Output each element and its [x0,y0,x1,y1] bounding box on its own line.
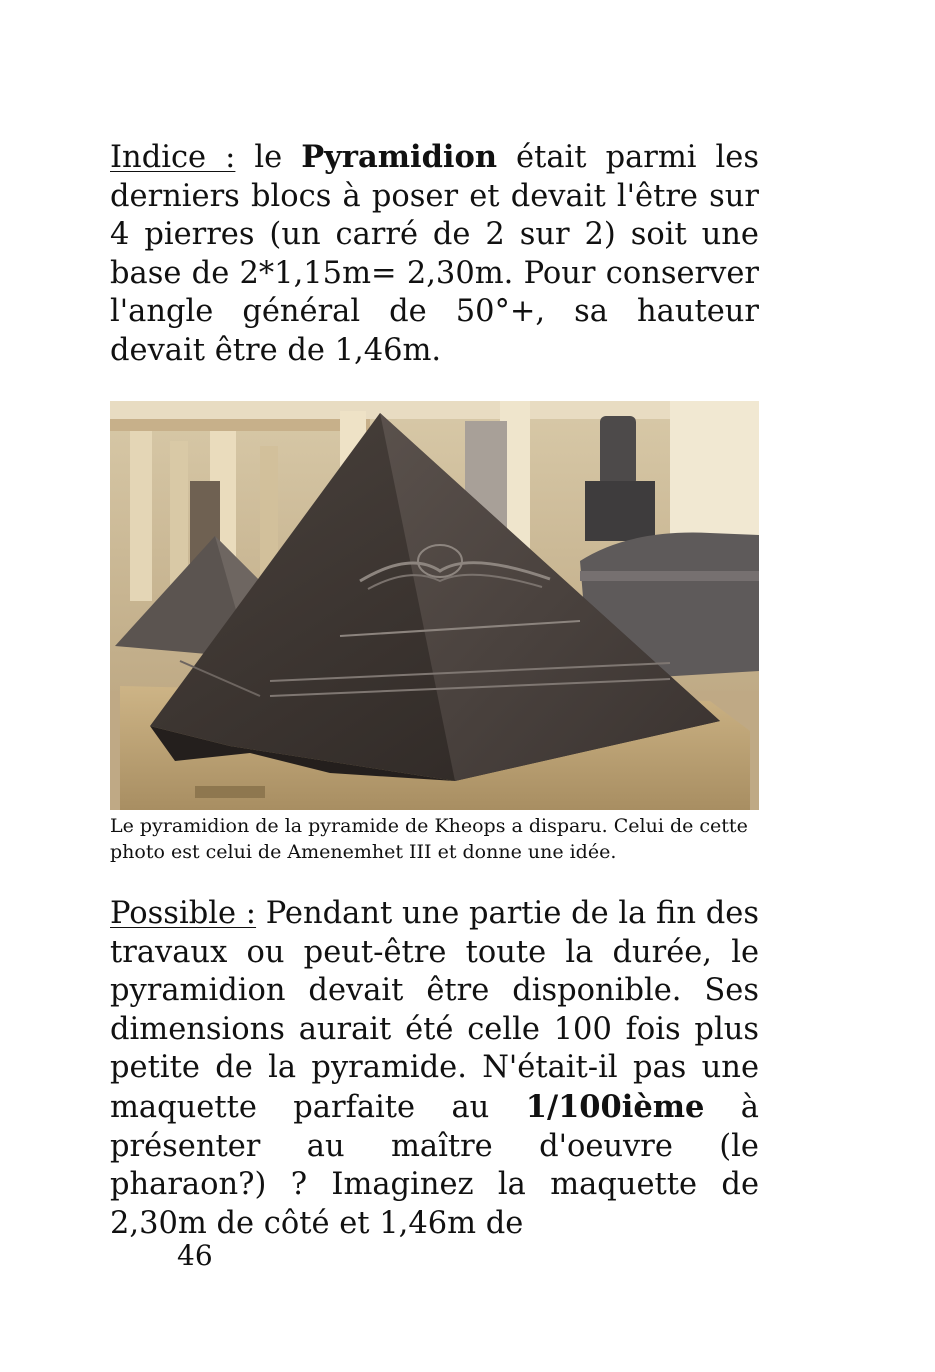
paragraph-indice [110,138,759,371]
photo-caption: Le pyramidion de la pyramide de Kheops a disparu. Celui de cette photo est celui de Amenemhet III et donne une idée. [110,815,748,863]
bold-term-scale: 1/100ième [525,1088,705,1125]
text-run: était parmi les derniers blocs à poser et devait l'être sur 4 pierres (un carré de 2 sur 2) soit une base de 2*1,15m= 2,30m. Pour conserver l'angle général de 50°+, sa hauteur devait être de 1,46m. [110,140,759,368]
text-run: Pendant une partie de la fin des travaux ou peut-être toute la durée, le pyramidion devait être disponible. Ses dimensions aurait été celle 100 fois plus petite de la pyramide. N'était-il pas une maquette parfaite au [110,896,759,1125]
page-number: 46 [177,1239,213,1272]
text-run: à présenter au maître d'oeuvre (le pharaon?) ? Imaginez la maquette de 2,30m de côté et 1,46m de [110,1089,759,1241]
lead-label-possible: Possible : [110,896,257,931]
pyramidion-photo [110,401,759,810]
bold-term-pyramidion: Pyramidion [301,139,498,175]
lead-label-indice: Indice : [110,140,236,175]
text-run: le [235,140,302,175]
paragraph-possible [110,895,759,1243]
photo-illustration [110,401,759,810]
